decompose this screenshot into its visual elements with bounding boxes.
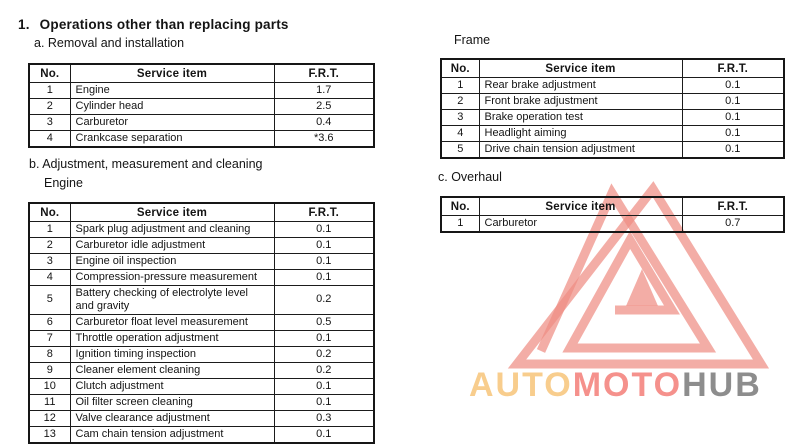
- table-row: [29, 99, 374, 115]
- frt-value-cell: 0.1: [274, 270, 374, 286]
- table-row: [29, 378, 374, 394]
- service-item-cell: Compression-pressure measurement: [70, 270, 274, 286]
- table-row: [441, 78, 784, 94]
- row-number-cell: 1: [29, 83, 70, 99]
- row-number-cell: 7: [29, 330, 70, 346]
- row-number-cell: 3: [441, 110, 479, 126]
- frt-value-cell: 1.7: [274, 83, 374, 99]
- row-number-cell: 3: [29, 115, 70, 131]
- table-row: [29, 330, 374, 346]
- frt-value-cell: 0.1: [274, 378, 374, 394]
- row-number-cell: 3: [29, 254, 70, 270]
- col-header-service-item: Service item: [70, 64, 274, 83]
- service-item-cell: Ignition timing inspection: [70, 346, 274, 362]
- row-number-cell: 1: [29, 222, 70, 238]
- row-number-cell: 2: [441, 94, 479, 110]
- service-item-cell: Cleaner element cleaning: [70, 362, 274, 378]
- row-number-cell: 4: [441, 126, 479, 142]
- service-item-cell: Drive chain tension adjustment: [479, 142, 682, 159]
- table-row: [29, 131, 374, 148]
- table-row: [441, 94, 784, 110]
- engine-label: Engine: [44, 176, 83, 190]
- table-header-row: [441, 197, 784, 216]
- table-row: [29, 83, 374, 99]
- row-number-cell: 9: [29, 362, 70, 378]
- table-row: [29, 426, 374, 443]
- row-number-cell: 13: [29, 426, 70, 443]
- service-item-cell: Front brake adjustment: [479, 94, 682, 110]
- service-item-cell: Oil filter screen cleaning: [70, 394, 274, 410]
- col-header-no: No.: [441, 197, 479, 216]
- table-header-row: [441, 59, 784, 78]
- row-number-cell: 5: [29, 286, 70, 315]
- service-item-cell: Carburetor: [70, 115, 274, 131]
- row-number-cell: 5: [441, 142, 479, 159]
- overhaul-table: [440, 196, 785, 233]
- service-item-cell: Engine oil inspection: [70, 254, 274, 270]
- frt-value-cell: 0.1: [682, 78, 784, 94]
- service-item-cell: Spark plug adjustment and cleaning: [70, 222, 274, 238]
- table-row: [29, 362, 374, 378]
- frt-value-cell: 0.1: [274, 394, 374, 410]
- service-item-cell: Brake operation test: [479, 110, 682, 126]
- row-number-cell: 4: [29, 131, 70, 148]
- frame-label: Frame: [454, 33, 491, 47]
- section-title: Operations other than replacing parts: [39, 17, 289, 32]
- row-number-cell: 12: [29, 410, 70, 426]
- overhaul-table-container: [440, 196, 785, 233]
- row-number-cell: 8: [29, 346, 70, 362]
- wordmark-moto: MOTO: [572, 366, 683, 404]
- subsection-c-heading: c. Overhaul: [438, 170, 502, 184]
- table-row: [29, 222, 374, 238]
- table-row: [29, 254, 374, 270]
- frt-value-cell: 0.1: [682, 126, 784, 142]
- table-header-row: [29, 203, 374, 222]
- service-item-cell: Cylinder head: [70, 99, 274, 115]
- service-item-cell: Clutch adjustment: [70, 378, 274, 394]
- row-number-cell: 11: [29, 394, 70, 410]
- service-item-cell: Crankcase separation: [70, 131, 274, 148]
- subsection-a-heading: a. Removal and installation: [34, 36, 185, 50]
- service-item-cell: Headlight aiming: [479, 126, 682, 142]
- table-row: [29, 270, 374, 286]
- col-header-service-item: Service item: [479, 197, 682, 216]
- wordmark-hub: HUB: [682, 366, 762, 404]
- service-item-cell: Carburetor idle adjustment: [70, 238, 274, 254]
- automotohub-wordmark: [469, 368, 762, 402]
- frt-value-cell: 0.7: [682, 216, 784, 233]
- service-item-cell: Battery checking of electrolyte level and gravity: [70, 286, 274, 315]
- frt-value-cell: 0.4: [274, 115, 374, 131]
- engine-adjustment-table-container: [28, 202, 375, 444]
- engine-adjustment-table: [28, 202, 375, 444]
- subsection-b-heading: b. Adjustment, measurement and cleaning: [29, 157, 263, 171]
- col-header-service-item: Service item: [479, 59, 682, 78]
- frame-table-container: [440, 58, 785, 159]
- row-number-cell: 2: [29, 99, 70, 115]
- row-number-cell: 10: [29, 378, 70, 394]
- service-item-cell: Rear brake adjustment: [479, 78, 682, 94]
- service-item-cell: Valve clearance adjustment: [70, 410, 274, 426]
- col-header-no: No.: [29, 203, 70, 222]
- service-item-cell: Cam chain tension adjustment: [70, 426, 274, 443]
- col-header-frt: F.R.T.: [274, 203, 374, 222]
- service-item-cell: Carburetor: [479, 216, 682, 233]
- row-number-cell: 4: [29, 270, 70, 286]
- frt-value-cell: 0.1: [274, 222, 374, 238]
- frt-value-cell: 0.3: [274, 410, 374, 426]
- frame-table: [440, 58, 785, 159]
- section-heading: [18, 17, 289, 32]
- frt-value-cell: 0.1: [682, 94, 784, 110]
- service-item-cell: Throttle operation adjustment: [70, 330, 274, 346]
- removal-table-container: [28, 63, 375, 148]
- table-row: [441, 216, 784, 233]
- frt-value-cell: *3.6: [274, 131, 374, 148]
- col-header-frt: F.R.T.: [682, 59, 784, 78]
- table-row: [29, 115, 374, 131]
- frt-value-cell: 2.5: [274, 99, 374, 115]
- frt-value-cell: 0.2: [274, 362, 374, 378]
- table-row: [441, 126, 784, 142]
- table-row: [29, 394, 374, 410]
- frt-value-cell: 0.1: [274, 426, 374, 443]
- row-number-cell: 1: [441, 78, 479, 94]
- col-header-no: No.: [29, 64, 70, 83]
- table-row: [441, 142, 784, 159]
- wordmark-auto: AUTO: [469, 366, 573, 404]
- table-row: [29, 346, 374, 362]
- section-number: 1.: [18, 17, 30, 32]
- col-header-frt: F.R.T.: [682, 197, 784, 216]
- frt-value-cell: 0.2: [274, 346, 374, 362]
- table-row: [29, 286, 374, 315]
- frt-value-cell: 0.1: [274, 254, 374, 270]
- col-header-frt: F.R.T.: [274, 64, 374, 83]
- service-item-cell: Carburetor float level measurement: [70, 314, 274, 330]
- removal-table: [28, 63, 375, 148]
- row-number-cell: 1: [441, 216, 479, 233]
- col-header-service-item: Service item: [70, 203, 274, 222]
- frt-value-cell: 0.5: [274, 314, 374, 330]
- frt-value-cell: 0.1: [274, 238, 374, 254]
- col-header-no: No.: [441, 59, 479, 78]
- table-row: [29, 238, 374, 254]
- table-row: [441, 110, 784, 126]
- table-row: [29, 410, 374, 426]
- frt-value-cell: 0.2: [274, 286, 374, 315]
- table-header-row: [29, 64, 374, 83]
- frt-value-cell: 0.1: [682, 142, 784, 159]
- row-number-cell: 6: [29, 314, 70, 330]
- service-item-cell: Engine: [70, 83, 274, 99]
- row-number-cell: 2: [29, 238, 70, 254]
- frt-value-cell: 0.1: [274, 330, 374, 346]
- frt-value-cell: 0.1: [682, 110, 784, 126]
- table-row: [29, 314, 374, 330]
